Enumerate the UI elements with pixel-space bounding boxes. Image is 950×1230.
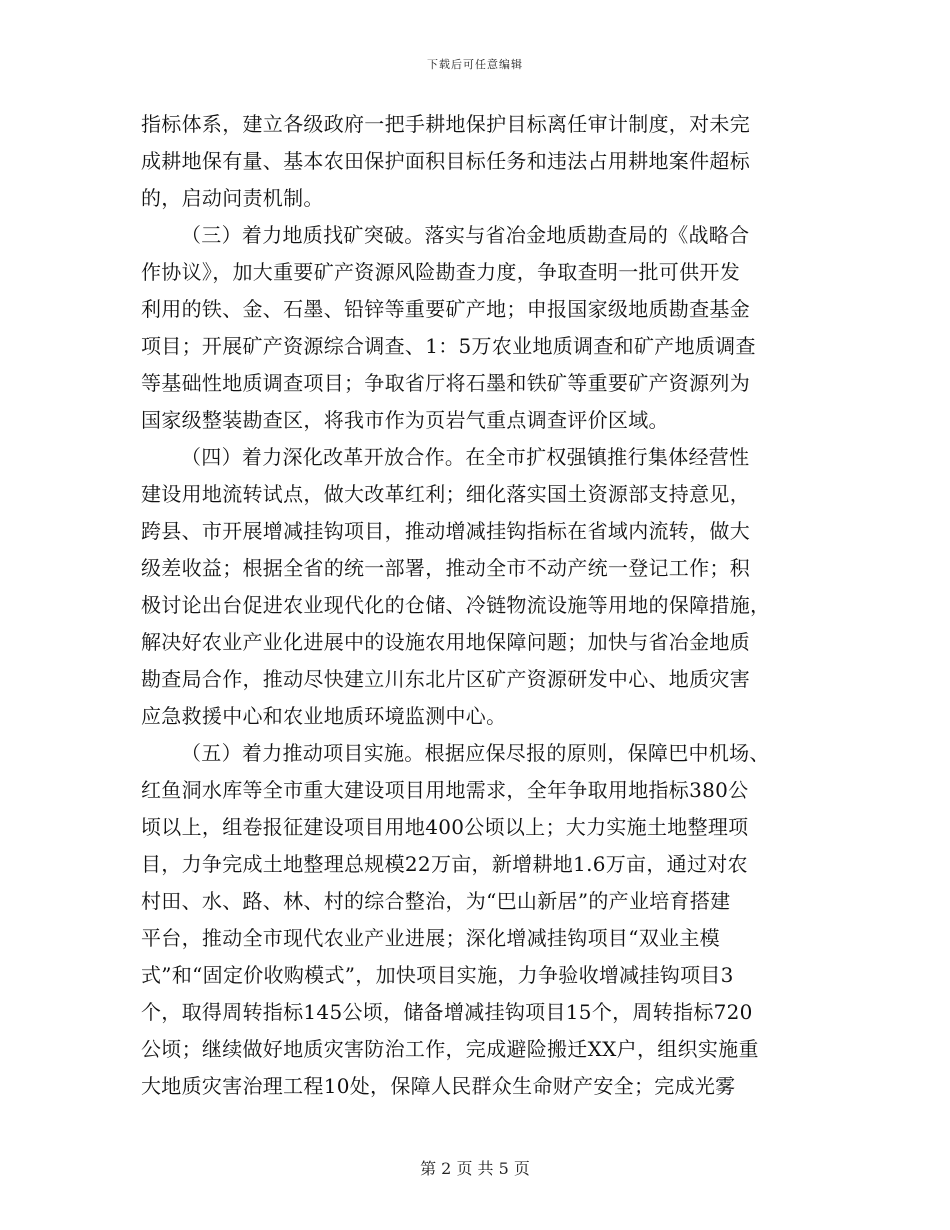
text-line: 村田、水、路、林、村的综合整治，为“巴山新居”的产业培育搭建 [141, 889, 731, 913]
text-line: 顷以上，组卷报征建设项目用地400公顷以上；大力实施土地整理项 [141, 815, 749, 839]
text-line: 项目；开展矿产资源综合调查、1：5万农业地质调查和矿产地质调查 [141, 334, 756, 358]
text-line: 作协议》，加大重要矿产资源风险勘查力度，争取查明一批可供开发 [141, 260, 740, 284]
text-line: 红鱼洞水库等全市重大建设项目用地需求，全年争取用地指标380公 [141, 778, 749, 802]
text-line: 等基础性地质调查项目；争取省厅将石墨和铁矿等重要矿产资源列为 [141, 371, 750, 395]
paragraph-start-line: （五）着力推动项目实施。根据应保尽报的原则，保障巴中机场、 [181, 741, 770, 765]
page-footer: 第 2 页 共 5 页 [420, 1159, 530, 1178]
text-line: 国家级整装勘查区，将我市作为页岩气重点调查评价区域。 [141, 408, 669, 432]
text-line: 应急救援中心和农业地质环境监测中心。 [141, 704, 507, 728]
text-line: 个，取得周转指标145公顷，储备增减挂钩项目15个，周转指标720 [141, 1000, 753, 1024]
text-line: 解决好农业产业化进展中的设施农用地保障问题；加快与省冶金地质 [141, 630, 750, 654]
text-line: 跨县、市开展增减挂钩项目，推动增减挂钩指标在省域内流转，做大 [141, 519, 750, 543]
text-line: 平台，推动全市现代农业产业进展；深化增减挂钩项目“双业主模 [141, 926, 720, 950]
text-line: 极讨论出台促进农业现代化的仓储、冷链物流设施等用地的保障措施， [141, 593, 771, 617]
text-line: 成耕地保有量、基本农田保护面积目标任务和违法占用耕地案件超标 [141, 149, 750, 173]
text-line: 式”和“固定价收购模式”，加快项目实施，力争验收增减挂钩项目3 [141, 963, 734, 987]
paragraph-start-line: （四）着力深化改革开放合作。在全市扩权强镇推行集体经营性 [181, 445, 750, 469]
text-line: 建设用地流转试点，做大改革红利；细化落实国土资源部支持意见， [141, 482, 750, 506]
text-line: 利用的铁、金、石墨、铅锌等重要矿产地；申报国家级地质勘查基金 [141, 297, 750, 321]
text-line: 级差收益；根据全省的统一部署，推动全市不动产统一登记工作；积 [141, 556, 750, 580]
text-line: 的，启动问责机制。 [141, 186, 324, 210]
text-line: 指标体系，建立各级政府一把手耕地保护目标离任审计制度，对未完 [141, 112, 750, 136]
page-header: 下载后可任意编辑 [427, 58, 523, 71]
text-line: 公顷；继续做好地质灾害防治工作，完成避险搬迁XX户，组织实施重 [141, 1037, 759, 1061]
body-text [141, 106, 829, 1105]
paragraph-start-line: （三）着力地质找矿突破。落实与省冶金地质勘查局的《战略合 [181, 223, 750, 247]
text-line: 目，力争完成土地整理总规模22万亩，新增耕地1.6万亩，通过对农 [141, 852, 748, 876]
text-line: 大地质灾害治理工程10处，保障人民群众生命财产安全；完成光雾 [141, 1074, 736, 1098]
text-line: 勘查局合作，推动尽快建立川东北片区矿产资源研发中心、地质灾害 [141, 667, 750, 691]
